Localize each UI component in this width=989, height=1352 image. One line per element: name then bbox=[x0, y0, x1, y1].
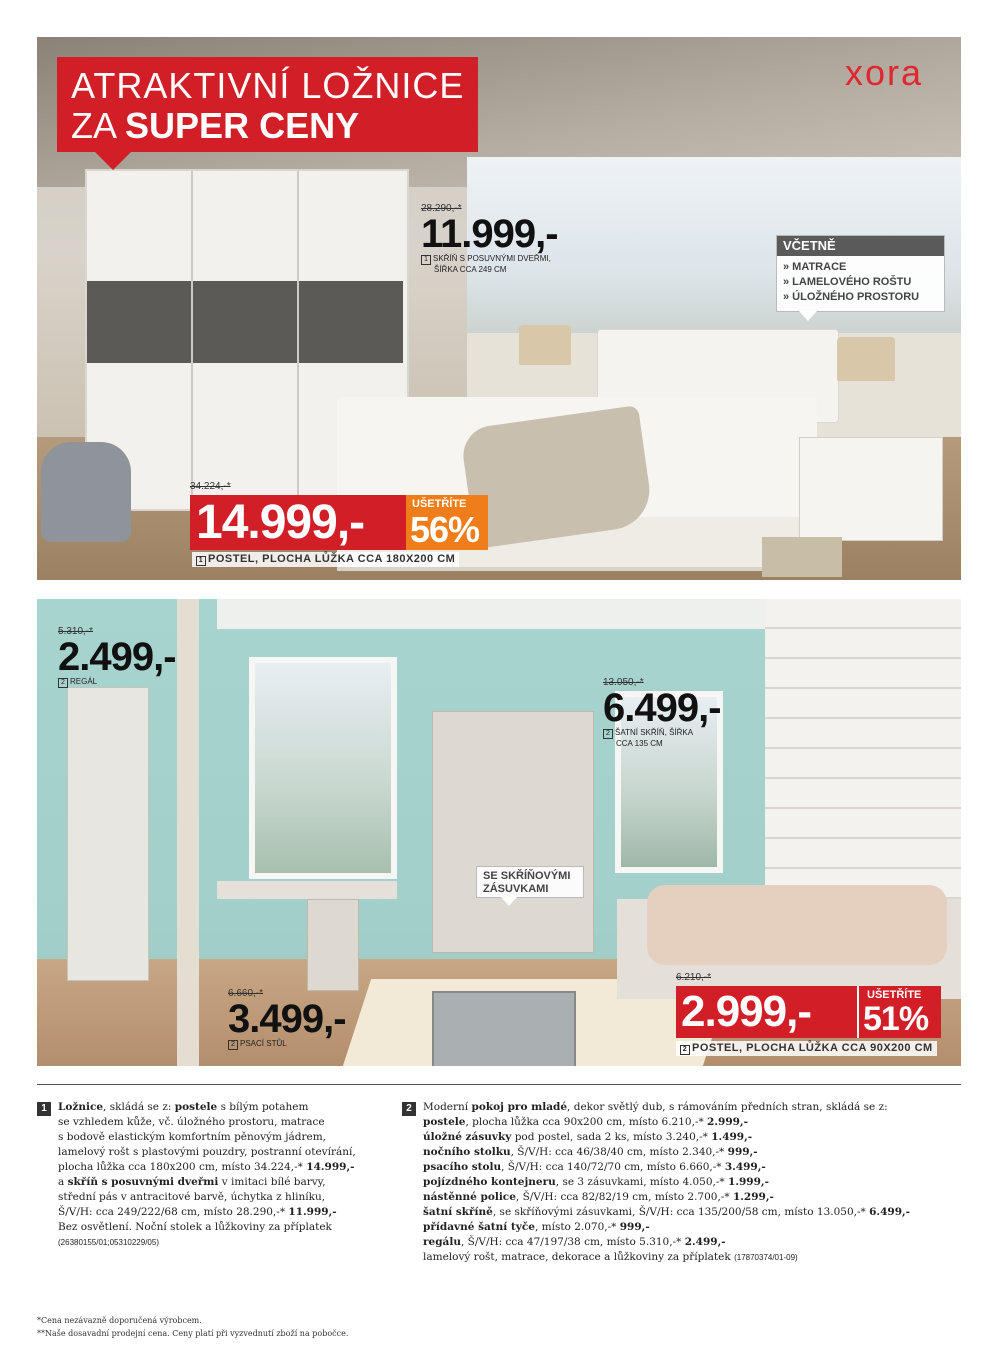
price: 6.499,- bbox=[603, 686, 721, 730]
description-line: plocha lůžka cca 180x200 cm, místo 34.224,-* 14.999,- bbox=[58, 1161, 355, 1173]
armchair bbox=[41, 442, 131, 542]
bed-price-box bbox=[190, 495, 406, 550]
bed-old-price: 34.224,-* bbox=[190, 481, 231, 492]
description-line: úložné zásuvky pod postel, sada 2 ks, místo 3.240,-* 1.499,- bbox=[423, 1131, 753, 1143]
description-line: Bez osvětlení. Noční stolek a lůžkoviny za příplatek bbox=[58, 1221, 332, 1233]
old-price: 6.660,-* bbox=[228, 988, 264, 999]
price: 2.499,- bbox=[58, 635, 176, 679]
description-line: a skříň s posuvnými dveřmi v imitaci bílé barvy, bbox=[58, 1176, 326, 1188]
desk-drawers bbox=[307, 899, 359, 991]
old-price: 28.290,-* bbox=[421, 203, 462, 214]
footnote: **Naše dosavadní prodejní cena. Ceny platí při vyzvednutí zboží na pobočce. bbox=[37, 1329, 349, 1338]
ceiling bbox=[217, 599, 817, 629]
description-line: psacího stolu, Š/V/H: cca 140/72/70 cm, místo 6.660,-* 3.499,- bbox=[423, 1161, 766, 1173]
description-line: lamelový rošt, matrace, dekorace a lůžkoviny za příplatek (17870374/01-09) bbox=[423, 1251, 798, 1263]
price: 3.499,- bbox=[228, 997, 346, 1041]
includes-title: VČETNĚ bbox=[777, 236, 944, 256]
savings-label: UŠETŘÍTE bbox=[867, 989, 922, 1001]
bed-price: 14.999,- bbox=[196, 496, 365, 549]
bed-desc: 1 POSTEL, PLOCHA LŮŽKA CCA 180X200 CM bbox=[192, 552, 459, 567]
kids-room-description bbox=[423, 1100, 953, 1265]
description-line: se vzhledem kůže, vč. úložného prostoru, matrace bbox=[58, 1116, 325, 1128]
description-line: s bodově elastickým komfortním pěnovým jádrem, bbox=[58, 1131, 327, 1143]
bed-old-price: 6.210,-* bbox=[676, 972, 712, 983]
bed-price: 2.999,- bbox=[681, 987, 811, 1036]
old-price: 13.050,-* bbox=[603, 677, 644, 688]
includes-item: » LAMELOVÉHO ROŠTU bbox=[783, 276, 912, 288]
books bbox=[762, 537, 842, 577]
item-number-badge: 1 bbox=[37, 1102, 51, 1116]
bed-desc: 2 POSTEL, PLOCHA LŮŽKA CCA 90X200 CM bbox=[676, 1041, 937, 1056]
bedroom-description bbox=[58, 1100, 388, 1250]
trunk bbox=[432, 991, 576, 1066]
wardrobe-price-tag bbox=[603, 677, 721, 749]
headline-banner bbox=[57, 57, 478, 152]
desk-price-tag bbox=[228, 988, 346, 1050]
includes-callout bbox=[776, 235, 945, 312]
item-number-badge: 2 bbox=[402, 1102, 416, 1116]
product-desc: 2 ŠATNÍ SKŘÍŇ, ŠÍŘKA CCA 135 CM bbox=[603, 728, 721, 749]
description-line: postele, plocha lůžka cca 90x200 cm, místo 6.210,-* 2.999,- bbox=[423, 1116, 748, 1128]
divider bbox=[37, 1084, 961, 1085]
wardrobe bbox=[432, 711, 594, 953]
lamp bbox=[519, 325, 571, 365]
includes-item: » MATRACE bbox=[783, 261, 847, 273]
headline-line1: ATRAKTIVNÍ LOŽNICE bbox=[71, 65, 465, 106]
description-line: Š/V/H: cca 249/222/68 cm, místo 28.290,-* 11.999,- bbox=[58, 1206, 337, 1218]
savings-percent: 51% bbox=[863, 1000, 929, 1038]
savings-badge bbox=[857, 986, 941, 1038]
description-line: pojízdného kontejneru, se 3 zásuvkami, místo 4.050,-* 1.999,- bbox=[423, 1176, 769, 1188]
product-desc: 2 REGÁL bbox=[58, 677, 176, 688]
wooden-post bbox=[177, 599, 199, 1066]
description-line: Ložnice, skládá se z: postele s bílým potahem bbox=[58, 1101, 309, 1113]
product-desc: 2 PSACÍ STŮL bbox=[228, 1039, 346, 1050]
savings-percent: 56% bbox=[410, 509, 480, 550]
nightstand bbox=[799, 437, 943, 541]
window bbox=[249, 657, 397, 879]
wardrobe-price-tag bbox=[421, 203, 558, 275]
regal-price-tag bbox=[58, 626, 176, 688]
product-desc: 1 SKŘÍŇ S POSUVNÝMI DVEŘMI, ŠÍŘKA CCA 249 CM bbox=[421, 254, 558, 275]
description-line: lamelový rošt s plastovými pouzdry, postranní otevírání, bbox=[58, 1146, 356, 1158]
description-line: Moderní pokoj pro mladé, dekor světlý dub, s rámováním předních stran, skládá se z: bbox=[423, 1101, 888, 1113]
footnote: *Cena nezávazně doporučená výrobcem. bbox=[37, 1316, 202, 1325]
savings-label: UŠETŘÍTE bbox=[412, 498, 467, 510]
description-line: šatní skříně, se skříňovými zásuvkami, Š/V/H: cca 135/200/58 cm, místo 13.050,-* 6.499,- bbox=[423, 1206, 911, 1218]
footnotes bbox=[37, 1314, 348, 1340]
includes-item: » ÚLOŽNÉHO PROSTORU bbox=[783, 291, 920, 303]
description-line: přídavné šatní tyče, místo 2.070,-* 999,- bbox=[423, 1221, 650, 1233]
drawers-callout: SE SKŘÍŇOVÝMI ZÁSUVKAMI bbox=[476, 866, 584, 898]
old-price: 5.310,-* bbox=[58, 626, 94, 637]
description-line: střední pás v antracitové barvě, úchytka z hliníku, bbox=[58, 1191, 326, 1203]
price: 11.999,- bbox=[421, 212, 558, 256]
description-line: (26380155/01;05310229/05) bbox=[58, 1238, 159, 1247]
xora-logo: xora bbox=[845, 52, 924, 93]
headline-line2: ZA SUPER CENY bbox=[71, 105, 360, 146]
bed-cover bbox=[647, 885, 947, 965]
description-line: nástěnné police, Š/V/H: cca 82/82/19 cm, místo 2.700,-* 1.299,- bbox=[423, 1191, 774, 1203]
lamp bbox=[837, 337, 895, 381]
bed-price-box bbox=[676, 986, 857, 1038]
description-line: regálu, Š/V/H: cca 47/197/38 cm, místo 5.310,-* 2.499,- bbox=[423, 1236, 726, 1248]
description-line: nočního stolku, Š/V/H: cca 46/38/40 cm, místo 2.340,-* 999,- bbox=[423, 1146, 758, 1158]
savings-badge bbox=[406, 495, 488, 550]
bookshelf bbox=[67, 687, 149, 981]
desk bbox=[217, 881, 397, 899]
